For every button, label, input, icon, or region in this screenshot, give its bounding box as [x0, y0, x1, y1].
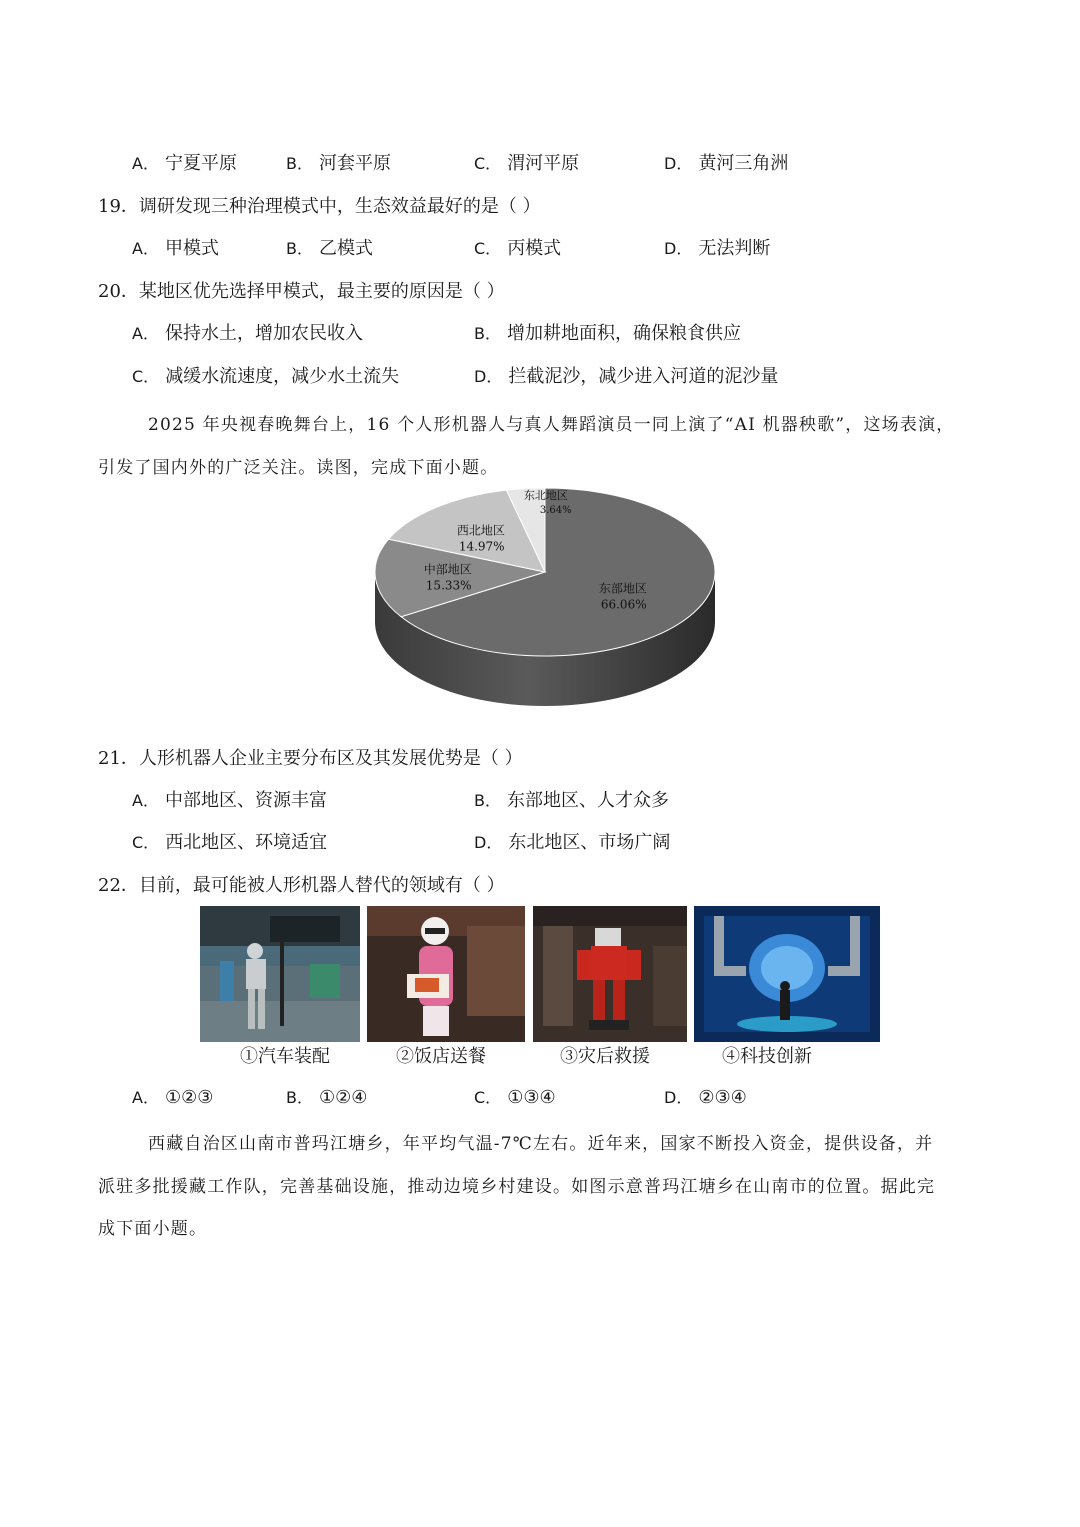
caption-3: ③灾后救援 [560, 1046, 650, 1067]
q18-option-c: C． 渭河平原 [474, 153, 580, 174]
q18-option-d: D． 黄河三角洲 [664, 153, 789, 174]
q22-option-a: A． ①②③ [132, 1087, 214, 1108]
q21-stem: 21．人形机器人企业主要分布区及其发展优势是（ ） [98, 748, 523, 769]
q20-option-d: D． 拦截泥沙，减少进入河道的泥沙量 [474, 366, 779, 387]
rescue-robot-photo [533, 906, 687, 1042]
q18-option-a: A． 宁夏平原 [132, 153, 237, 174]
q19-option-d: D． 无法判断 [664, 238, 771, 259]
q20-stem: 20．某地区优先选择甲模式，最主要的原因是（ ） [98, 281, 505, 302]
q19-option-b: B． 乙模式 [286, 238, 373, 259]
restaurant-robot-photo [367, 906, 525, 1042]
q21-option-d: D． 东北地区、市场广阔 [474, 832, 671, 853]
pie-label-1: 东部地区 [598, 581, 647, 596]
pie-label-3: 西北地区 [456, 523, 505, 538]
passage1-line1: 2025 年央视春晚舞台上，16 个人形机器人与真人舞蹈演员一同上演了“AI 机器秧歌”，这场表演， [148, 415, 955, 435]
pie-label-4: 东北地区 [523, 488, 568, 502]
q22-option-b: B． ①②④ [286, 1087, 368, 1108]
q22-option-c: C． ①③④ [474, 1087, 556, 1108]
caption-2: ②饭店送餐 [396, 1046, 486, 1067]
pie-value-2: 15.33% [425, 578, 472, 593]
q19-option-c: C． 丙模式 [474, 238, 562, 259]
passage2-line3: 成下面小题。 [98, 1219, 208, 1239]
q19-stem: 19．调研发现三种治理模式中，生态效益最好的是（ ） [98, 196, 541, 217]
q20-option-b: B． 增加耕地面积，确保粮食供应 [474, 323, 741, 344]
q21-option-c: C． 西北地区、环境适宜 [132, 832, 328, 853]
q20-option-c: C． 减缓水流速度，减少水土流失 [132, 366, 400, 387]
q21-option-a: A． 中部地区、资源丰富 [132, 790, 327, 811]
passage2-line1: 西藏自治区山南市普玛江塘乡，年平均气温-7℃左右。近年来，国家不断投入资金，提供设备，并 [148, 1134, 934, 1154]
caption-4: ④科技创新 [722, 1046, 812, 1067]
passage2-line2: 派驻多批援藏工作队，完善基础设施，推动边境乡村建设。如图示意普玛江塘乡在山南市的位置。据此完 [98, 1177, 936, 1197]
caption-1: ①汽车装配 [240, 1046, 330, 1067]
q22-stem: 22．目前，最可能被人形机器人替代的领域有（ ） [98, 875, 505, 896]
passage1-line2: 引发了国内外的广泛关注。读图，完成下面小题。 [98, 458, 499, 478]
pie-chart [360, 482, 720, 712]
q19-option-a: A． 甲模式 [132, 238, 219, 259]
pie-value-3: 14.97% [458, 539, 505, 554]
pie-value-4: 3.64% [539, 504, 572, 516]
car-assembly-photo [200, 906, 360, 1042]
q22-option-d: D． ②③④ [664, 1087, 747, 1108]
q21-option-b: B． 东部地区、人才众多 [474, 790, 669, 811]
pie-value-1: 66.06% [600, 597, 647, 612]
pie-label-2: 中部地区 [423, 562, 472, 577]
q20-option-a: A． 保持水土，增加农民收入 [132, 323, 363, 344]
q18-option-b: B． 河套平原 [286, 153, 391, 174]
tech-innovation-photo [694, 906, 880, 1042]
